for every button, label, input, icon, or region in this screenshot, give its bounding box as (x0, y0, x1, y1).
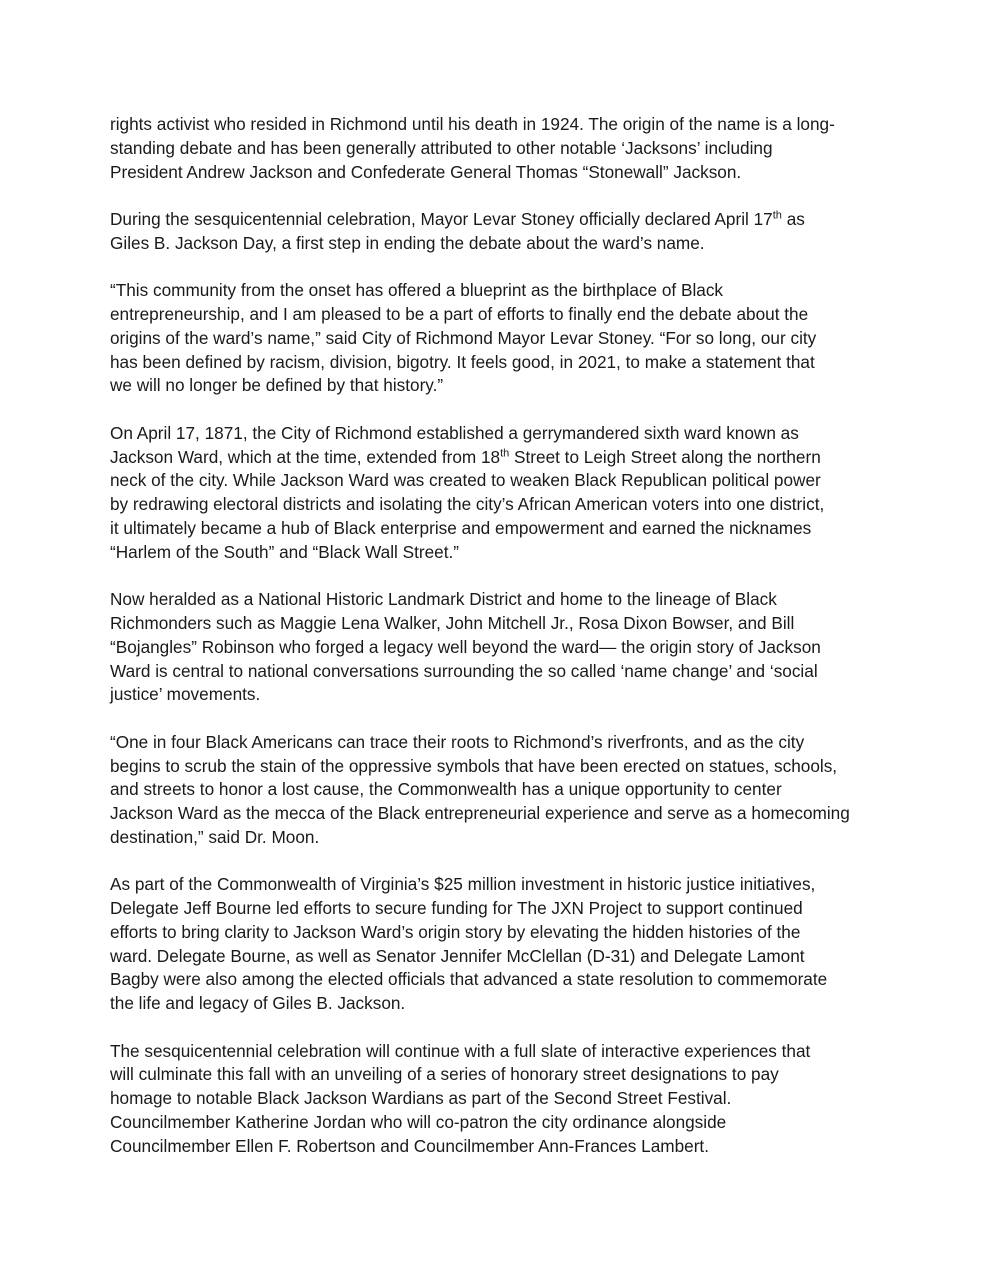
text-line (110, 826, 880, 850)
text-line (110, 683, 880, 707)
text-line (110, 279, 880, 303)
text-line (110, 493, 880, 517)
text-line (110, 778, 880, 802)
text-run: Jackson Ward as the mecca of the Black entrepreneurial experience and serve as a homecoming (110, 803, 850, 824)
paragraph-p4 (110, 422, 880, 565)
text-line (110, 232, 880, 256)
text-line (110, 113, 880, 137)
text-run: as (781, 208, 805, 229)
paragraph-p1 (110, 113, 880, 184)
text-line (110, 422, 880, 446)
paragraph-p7 (110, 873, 880, 1016)
text-line (110, 921, 880, 945)
text-line (110, 968, 880, 992)
text-run: Delegate Jeff Bourne led efforts to secure funding for The JXN Project to support continued (110, 898, 803, 919)
text-line (110, 303, 880, 327)
text-line (110, 208, 880, 232)
text-run: Councilmember Ellen F. Robertson and Councilmember Ann-Frances Lambert. (110, 1135, 709, 1156)
text-line (110, 1135, 880, 1159)
paragraph-p5 (110, 588, 880, 707)
text-run: Bagby were also among the elected officials that advanced a state resolution to commemorate (110, 969, 828, 990)
paragraph-p8 (110, 1040, 880, 1159)
text-line (110, 636, 880, 660)
text-line (110, 802, 880, 826)
text-run: The sesquicentennial celebration will continue with a full slate of interactive experiences that (110, 1040, 811, 1061)
text-line (110, 1087, 880, 1111)
text-run: As part of the Commonwealth of Virginia’s $25 million investment in historic justice initiatives, (110, 874, 816, 895)
text-line (110, 992, 880, 1016)
text-run: “One in four Black Americans can trace their roots to Richmond’s riverfronts, and as the city (110, 731, 805, 752)
text-run: we will no longer be defined by that history.” (110, 375, 444, 396)
text-line (110, 897, 880, 921)
text-run: will culminate this fall with an unveiling of a series of honorary street designations to pay (110, 1064, 779, 1085)
text-run: homage to notable Black Jackson Wardians as part of the Second Street Festival. (110, 1088, 732, 1109)
text-run: Councilmember Katherine Jordan who will co-patron the city ordinance alongside (110, 1112, 727, 1133)
text-line (110, 161, 880, 185)
text-run: ward. Delegate Bourne, as well as Senator Jennifer McClellan (D-31) and Delegate Lamont (110, 945, 805, 966)
text-run: Street to Leigh Street along the northern (509, 446, 821, 467)
text-line (110, 327, 880, 351)
text-run: has been defined by racism, division, bigotry. It feels good, in 2021, to make a statement that (110, 351, 815, 372)
text-run: efforts to bring clarity to Jackson Ward’s origin story by elevating the hidden histories of the (110, 921, 801, 942)
document-body (110, 113, 880, 1182)
text-line (110, 731, 880, 755)
text-line (110, 612, 880, 636)
text-run: by redrawing electoral districts and isolating the city’s African American voters into one district, (110, 494, 825, 515)
text-line (110, 1111, 880, 1135)
text-line (110, 588, 880, 612)
text-run: “This community from the onset has offered a blueprint as the birthplace of Black (110, 280, 724, 301)
text-run: destination,” said Dr. Moon. (110, 826, 320, 847)
text-line (110, 469, 880, 493)
text-run: On April 17, 1871, the City of Richmond established a gerrymandered sixth ward known as (110, 422, 799, 443)
ordinal-superscript: th (500, 446, 510, 459)
text-run: standing debate and has been generally attributed to other notable ‘Jacksons’ including (110, 137, 773, 158)
text-run: Ward is central to national conversations surrounding the so called ‘name change’ and ‘social (110, 660, 818, 681)
text-line (110, 945, 880, 969)
text-run: During the sesquicentennial celebration, Mayor Levar Stoney officially declared April 17 (110, 208, 773, 229)
text-line (110, 1063, 880, 1087)
text-line (110, 755, 880, 779)
text-line (110, 660, 880, 684)
text-run: Jackson Ward, which at the time, extended from 18 (110, 446, 501, 467)
text-run: and streets to honor a lost cause, the Commonwealth has a unique opportunity to center (110, 779, 782, 800)
text-run: “Bojangles” Robinson who forged a legacy well beyond the ward— the origin story of Jackson (110, 636, 821, 657)
text-line (110, 541, 880, 565)
text-line (110, 873, 880, 897)
paragraph-p6 (110, 731, 880, 850)
text-line (110, 446, 880, 470)
text-run: origins of the ward’s name,” said City of Richmond Mayor Levar Stoney. “For so long, our city (110, 327, 817, 348)
text-run: it ultimately became a hub of Black enterprise and empowerment and earned the nicknames (110, 517, 812, 538)
text-run: begins to scrub the stain of the oppressive symbols that have been erected on statues, schools, (110, 755, 838, 776)
paragraph-p3 (110, 279, 880, 398)
text-run: Giles B. Jackson Day, a first step in ending the debate about the ward’s name. (110, 232, 705, 253)
text-run: rights activist who resided in Richmond until his death in 1924. The origin of the name is a long- (110, 114, 835, 134)
text-run: Now heralded as a National Historic Landmark District and home to the lineage of Black (110, 589, 777, 610)
text-line (110, 517, 880, 541)
text-run: neck of the city. While Jackson Ward was created to weaken Black Republican political power (110, 470, 821, 491)
text-run: justice’ movements. (110, 684, 261, 705)
text-run: Richmonders such as Maggie Lena Walker, John Mitchell Jr., Rosa Dixon Bowser, and Bill (110, 612, 795, 633)
paragraph-p2 (110, 208, 880, 256)
text-run: the life and legacy of Giles B. Jackson. (110, 993, 406, 1014)
text-run: entrepreneurship, and I am pleased to be a part of efforts to finally end the debate about the (110, 303, 809, 324)
ordinal-superscript: th (772, 209, 782, 222)
text-line (110, 137, 880, 161)
text-line (110, 1040, 880, 1064)
text-run: President Andrew Jackson and Confederate General Thomas “Stonewall” Jackson. (110, 161, 742, 182)
text-line (110, 351, 880, 375)
text-run: “Harlem of the South” and “Black Wall Street.” (110, 541, 459, 562)
text-line (110, 374, 880, 398)
